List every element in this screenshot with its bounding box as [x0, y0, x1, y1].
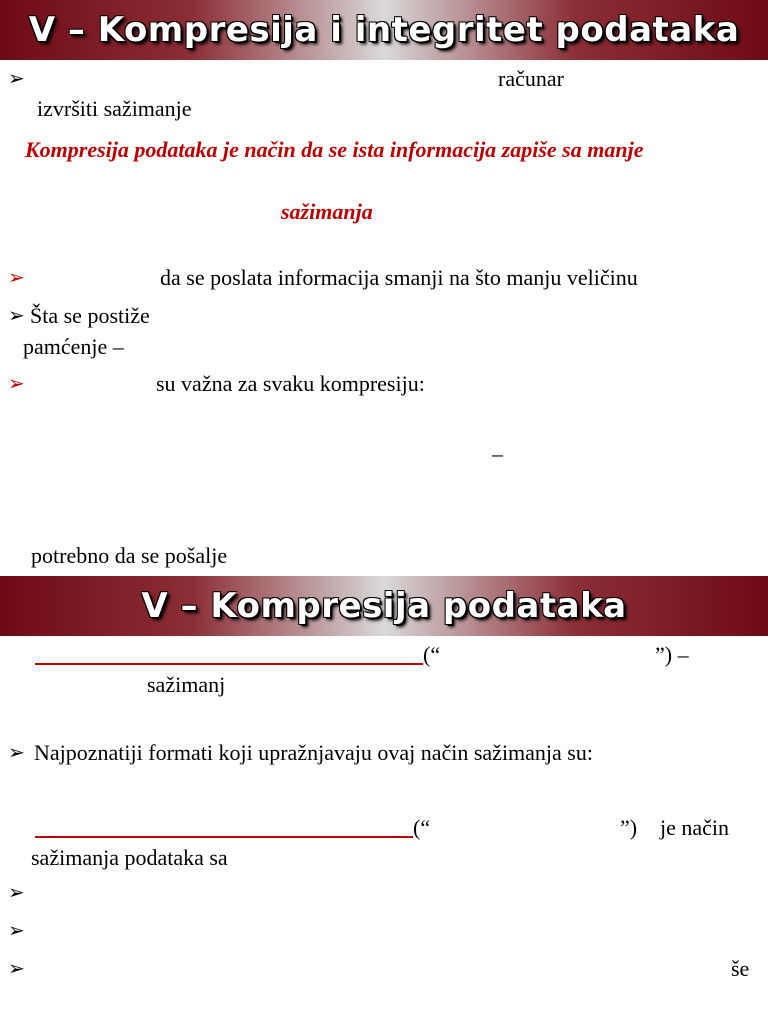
arrow-bullet-icon: ➢	[8, 742, 25, 764]
slide2-bullet1: Najpoznatiji formati koji upražnjavaju ovaj način sažimanja su:	[34, 740, 593, 765]
slide1-bottom: potrebno da se pošalje	[31, 543, 228, 568]
slide2-title-banner	[0, 576, 768, 636]
slide2-line2-open: (“	[413, 815, 431, 840]
slide2-line2b: sažimanja podataka sa	[31, 845, 228, 870]
slide2-line2-close: ”)	[620, 815, 638, 840]
slide1-sazimanja: sažimanja	[281, 199, 373, 224]
slide1-bullet3b: pamćenje –	[23, 334, 124, 359]
fill-in-blank-line	[35, 663, 423, 665]
slide2-line2-right: je način	[660, 815, 730, 840]
arrow-bullet-icon: ➢	[8, 68, 25, 90]
slide1-line1b: izvršiti sažimanje	[37, 96, 192, 121]
slide2-line1-close: ”) –	[655, 642, 689, 667]
slide1-title-banner	[0, 0, 768, 60]
slide2-title: V – Kompresija podataka	[141, 586, 627, 626]
arrow-bullet-icon: ➢	[8, 267, 25, 289]
slide2-last-right: še	[731, 956, 750, 981]
arrow-bullet-icon: ➢	[8, 920, 25, 942]
slide1-dash: –	[492, 441, 503, 466]
slide2-line1b: sažimanj	[147, 672, 226, 697]
slide1-title: V – Kompresija i integritet podataka	[28, 10, 740, 50]
arrow-bullet-icon: ➢	[8, 373, 25, 395]
slide1-bullet3: Šta se postiže	[30, 303, 150, 328]
arrow-bullet-icon: ➢	[8, 882, 25, 904]
slide1-bullet4: su važna za svaku kompresiju:	[156, 371, 425, 396]
slide1-line1-right: računar	[498, 66, 564, 91]
slide2-line1-open: (“	[423, 642, 441, 667]
slide1-definition: Kompresija podataka je način da se ista informacija zapiše sa manje	[25, 137, 644, 162]
arrow-bullet-icon: ➢	[8, 958, 25, 980]
slide1-bullet2: da se poslata informacija smanji na što manju veličinu	[160, 265, 638, 290]
fill-in-blank-line	[35, 836, 413, 838]
arrow-bullet-icon: ➢	[8, 305, 25, 327]
